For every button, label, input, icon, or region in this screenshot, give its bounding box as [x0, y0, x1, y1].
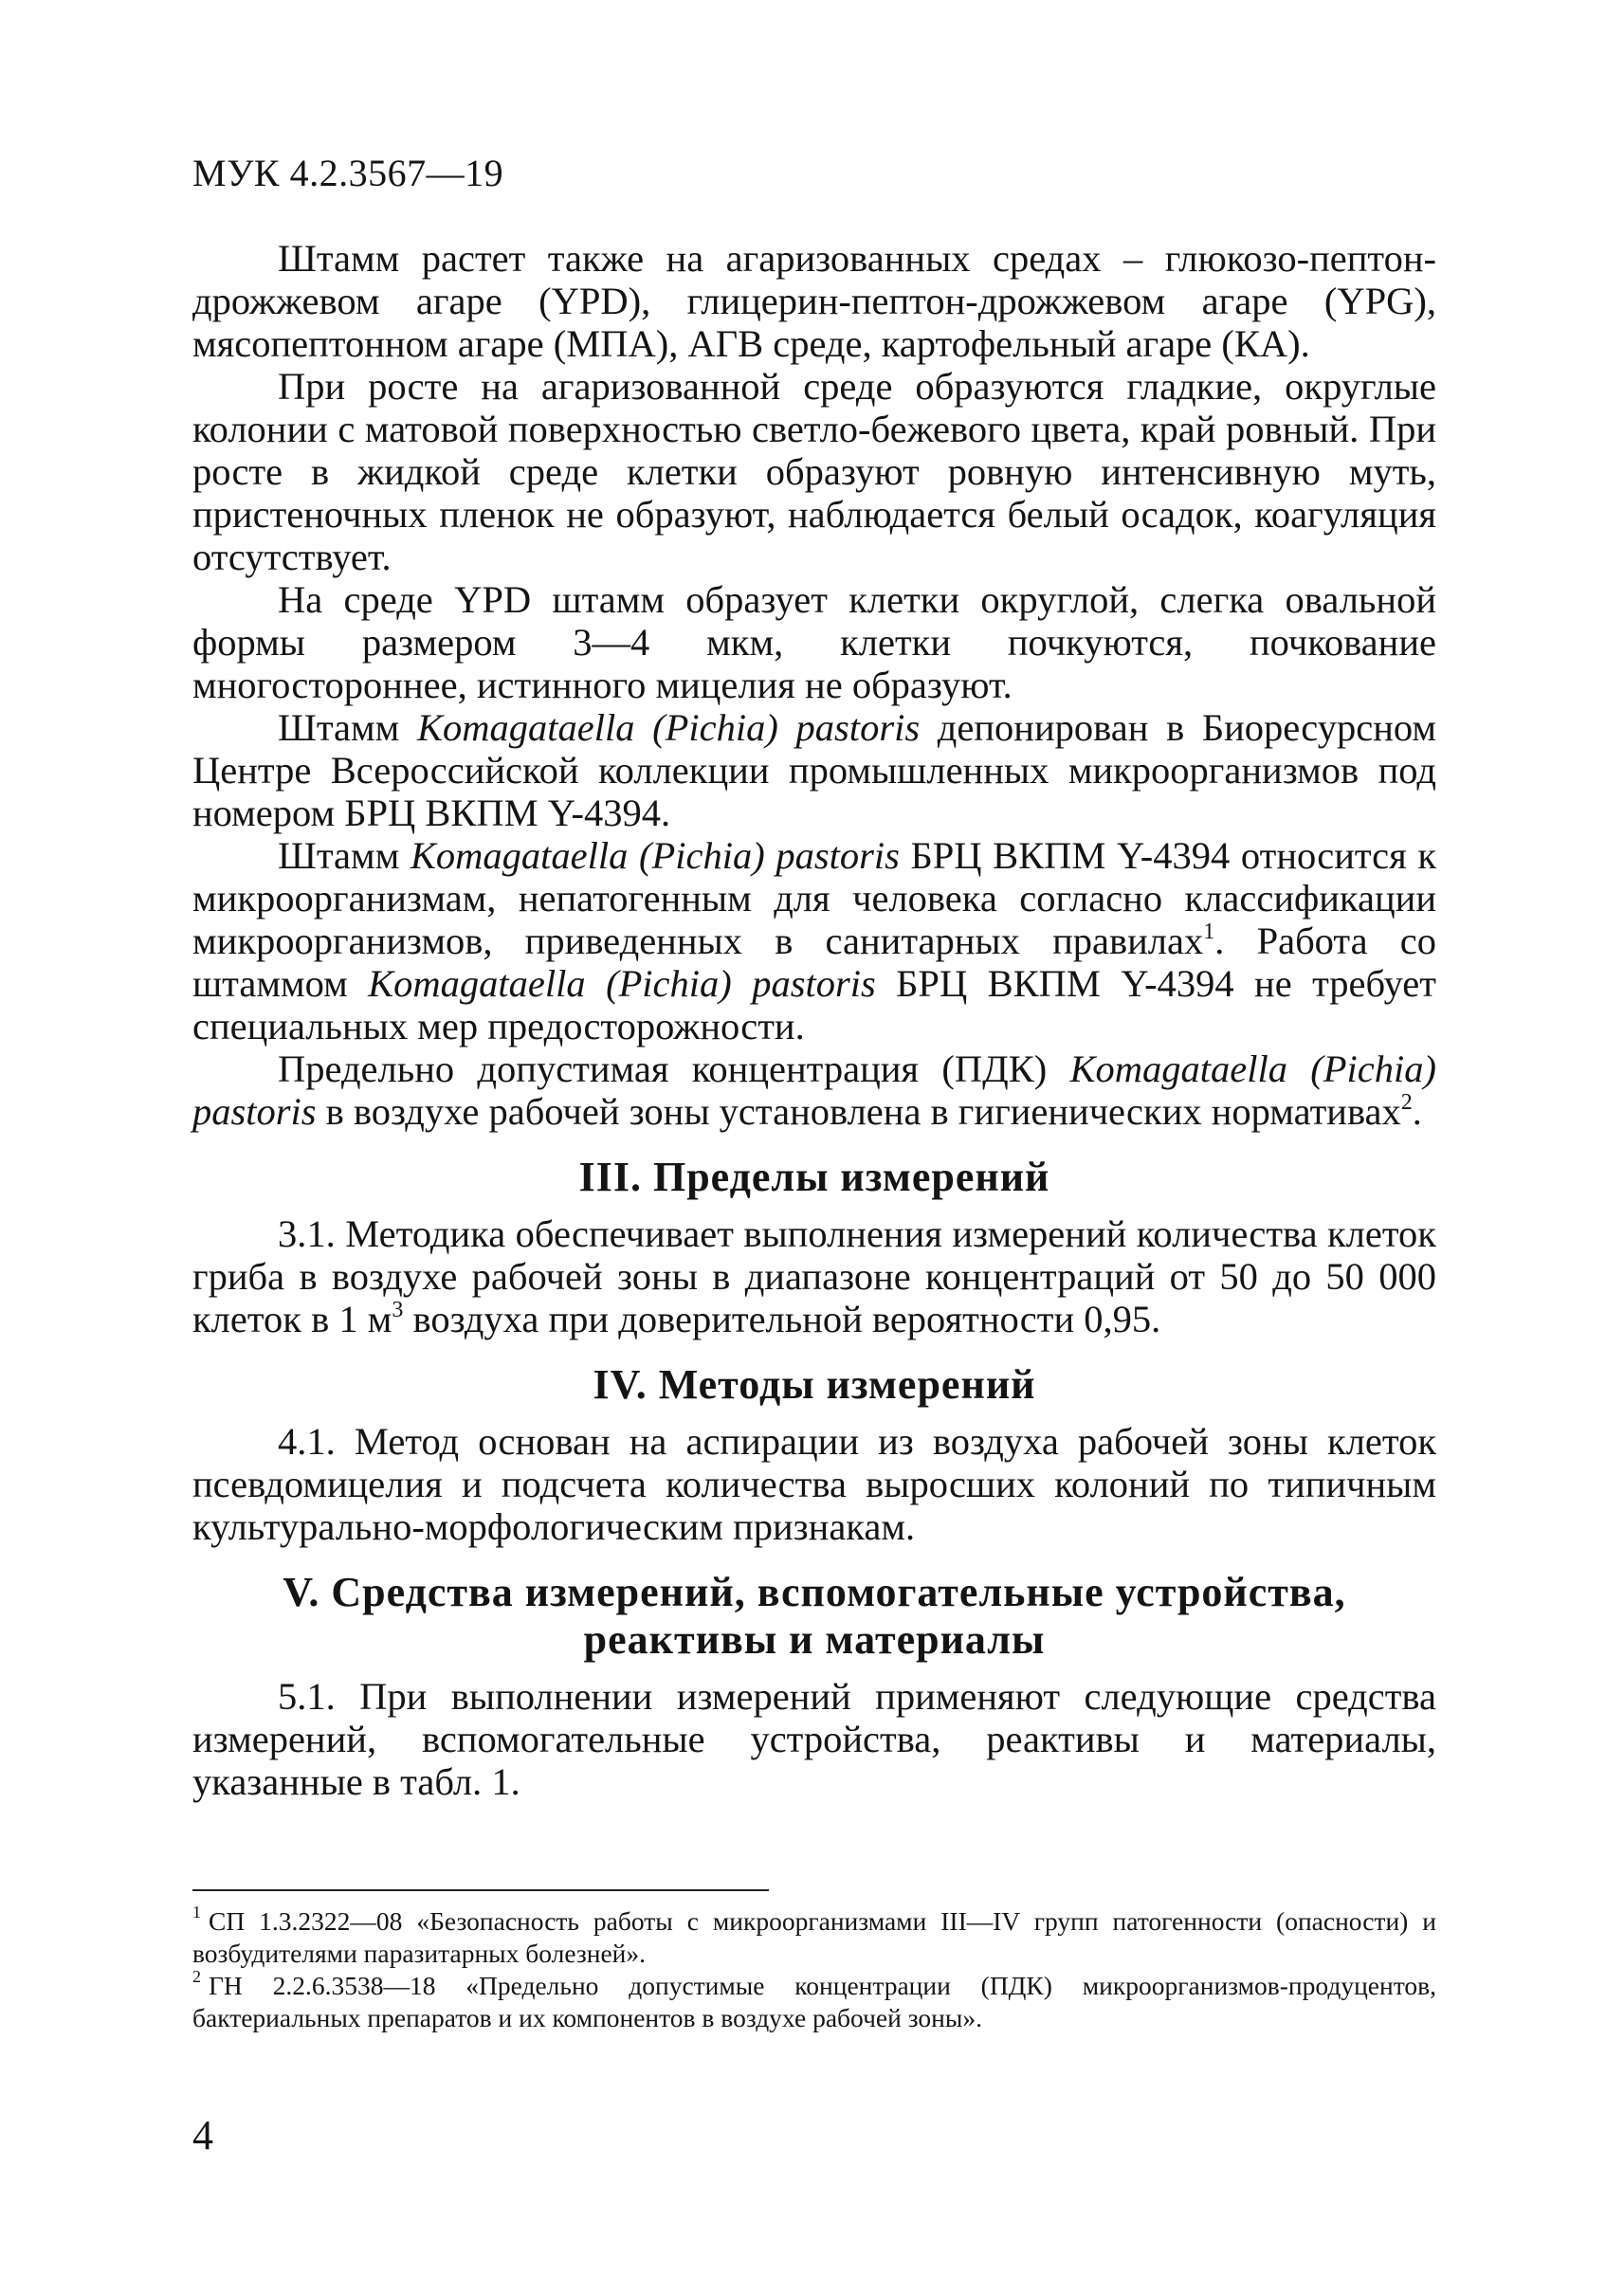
- paragraph-pdk: Предельно допустимая концентрация (ПДК) Komagataella (Pichia) pastoris в воздухе рабочей зоны установлена в гигиенических нормативах$^2$.: [192, 1047, 1436, 1133]
- body-text: [192, 237, 1436, 1803]
- section-heading-measurement-methods: IV. Методы измерений: [593, 1361, 1036, 1408]
- footnote-1: $^1$ СП 1.3.2322—08 «Безопасность работы с микроорганизмами III—IV групп патогенности (опасности) и возбудителями паразитарных болезней».: [192, 1902, 1436, 1968]
- section-heading-measurement-limits: III. Пределы измерений: [578, 1154, 1050, 1200]
- footnote-2: $^2$ ГН 2.2.6.3538—18 «Предельно допустимые концентрации (ПДК) микроорганизмов-продуцентов, бактериальных препаратов и их компонентов в воздухе рабочей зоны».: [192, 1966, 1436, 2032]
- paragraph-3-1: 3.1. Методика обеспечивает выполнения измерений количества клеток гриба в воздухе рабочей зоны в диапазоне концентраций от 50 до 50 000 клеток в 1 $м^3$ воздуха при доверительной вероятности 0,95.: [192, 1212, 1436, 1340]
- species-name: Komagataella (Pichia) pastoris: [410, 834, 900, 877]
- superscript-cubic: 3: [392, 1297, 404, 1322]
- document-code-header: МУК 4.2.3567—19: [192, 152, 504, 194]
- paragraph-safety: Штамм Komagataella (Pichia) pastoris БРЦ ВКПМ Y-4394 относится к микроорганизмам, непатогенным для человека согласно классификации микроорганизмов, приведенных в санитарных правилах$^1$. Работа со штаммом Komagataella (Pichia) pastoris БРЦ ВКПМ Y-4394 не требует специальных мер предосторожности.: [192, 834, 1436, 1047]
- footnote-ref: 1: [1203, 919, 1215, 944]
- paragraph-cells: На среде YPD штамм образует клетки округлой, слегка овальной формы размером 3—4 мкм, клетки почкуются, почкование многостороннее, истинного мицелия не образуют.: [192, 578, 1436, 706]
- section-heading-measurement-tools: V. Средства измерений, вспомогательные устройства, реактивы и материалы: [283, 1569, 1346, 1663]
- footnotes: [192, 1902, 1436, 2034]
- footnote-divider: [192, 1889, 769, 1891]
- paragraph-colonies: При росте на агаризованной среде образуются гладкие, округлые колонии с матовой поверхностью светло-бежевого цвета, край ровный. При росте в жидкой среде клетки образуют ровную интенсивную муть, пристеночных пленок не образуют, наблюдается белый осадок, коагуляция отсутствует.: [192, 365, 1436, 578]
- page-number: 4: [192, 2112, 213, 2158]
- species-name: Komagataella (Pichia) pastoris: [368, 962, 876, 1005]
- species-name: Komagataella (Pichia) pastoris: [192, 1047, 1436, 1133]
- paragraph-4-1: 4.1. Метод основан на аспирации из воздуха рабочей зоны клеток псевдомицелия и подсчета количества выросших колоний по типичным культурально-морфологическим признакам.: [192, 1420, 1436, 1548]
- footnote-ref: 2: [1400, 1089, 1413, 1115]
- paragraph-deposit: Штамм Komagataella (Pichia) pastoris депонирован в Биоресурсном Центре Всероссийской коллекции промышленных микроорганизмов под номером БРЦ ВКПМ Y-4394.: [192, 706, 1436, 834]
- paragraph-5-1: 5.1. При выполнении измерений применяют следующие средства измерений, вспомогательные устройства, реактивы и материалы, указанные в табл. 1.: [192, 1675, 1436, 1803]
- species-name: Komagataella (Pichia) pastoris: [416, 706, 921, 749]
- paragraph-media: Штамм растет также на агаризованных средах – глюкозо-пептон-дрожжевом агаре (YPD), глицерин-пептон-дрожжевом агаре (YPG), мясопептонном агаре (МПА), АГВ среде, картофельный агаре (КА).: [192, 237, 1436, 365]
